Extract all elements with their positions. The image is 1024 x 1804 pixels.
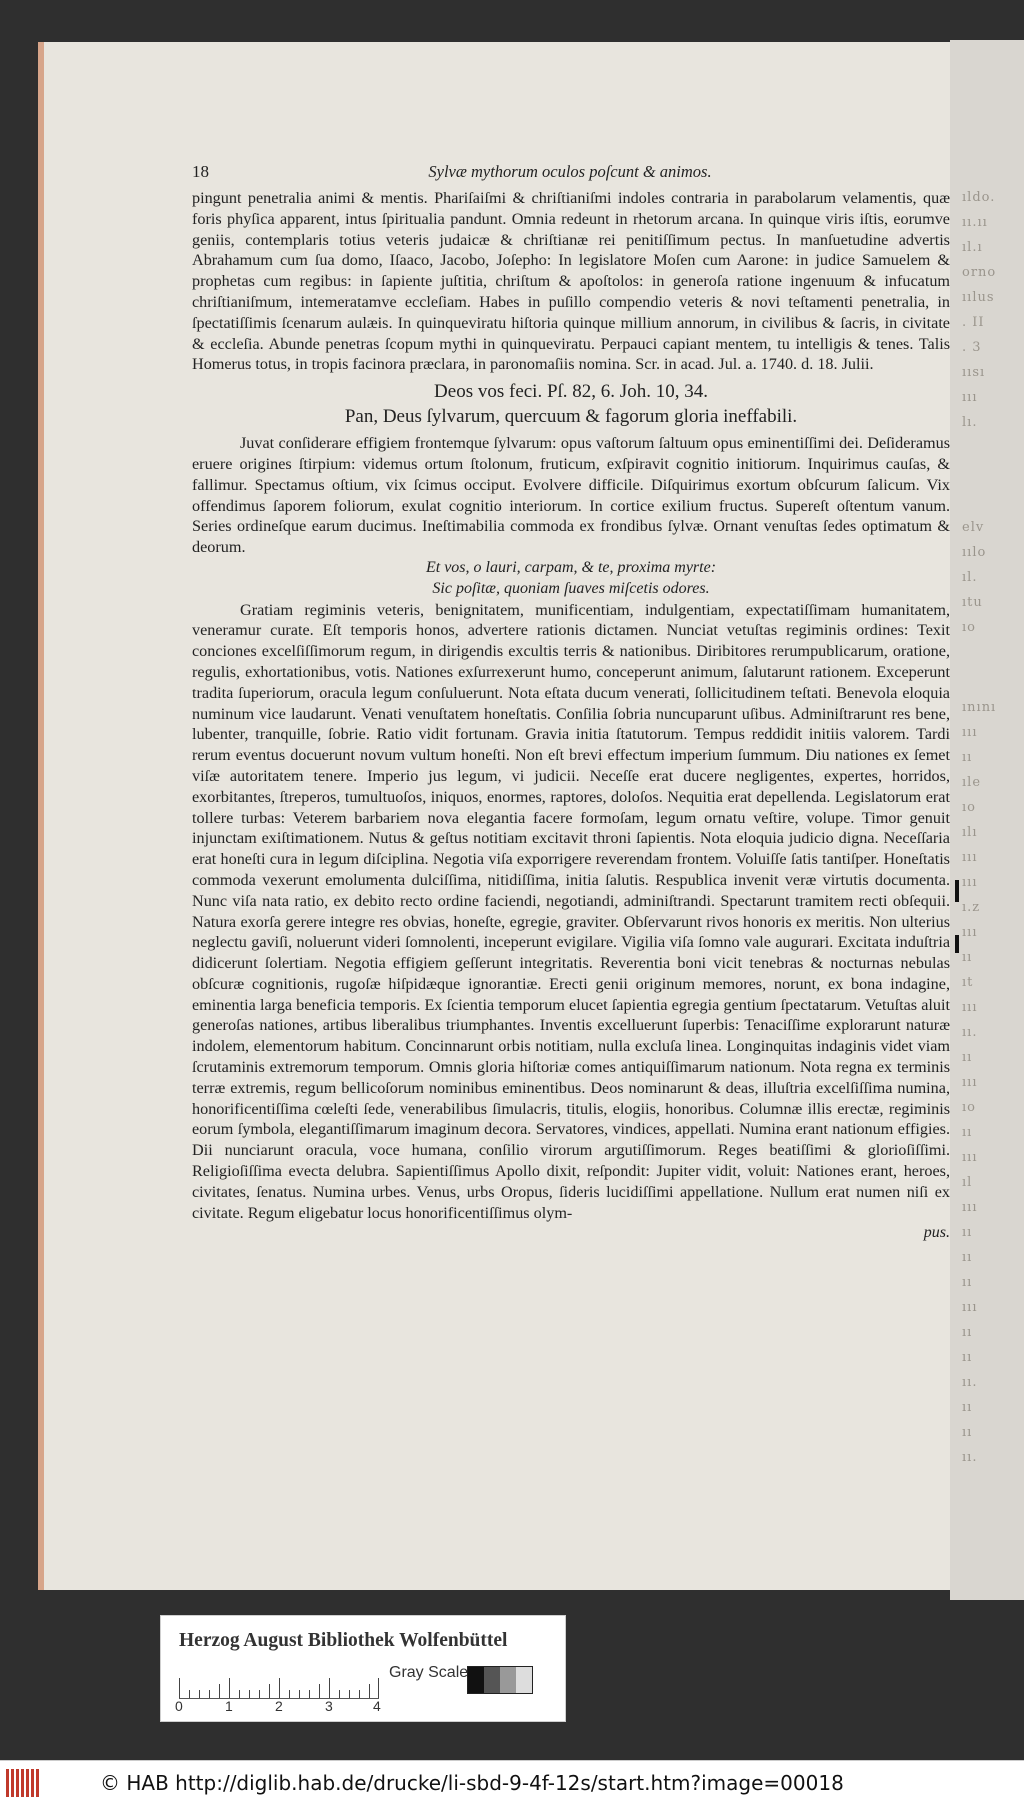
running-head <box>192 162 950 188</box>
library-name: Herzog August Bibliothek Wolfenbüttel <box>179 1630 508 1651</box>
book-page <box>38 42 950 1590</box>
ruler-number: 3 <box>325 1698 333 1714</box>
ruler-number: 1 <box>225 1698 233 1714</box>
ruler-numbers <box>175 1698 385 1718</box>
section-subheading: Pan, Deus ſylvarum, quercuum & fagorum gloria ineffabili. <box>344 406 798 428</box>
verse-line-2: Sic poſitæ, quoniam ſuaves miſcetis odores. <box>432 579 710 597</box>
footer-url: © HAB http://diglib.hab.de/drucke/li-sbd-9-4f-12s/start.htm?image=00018 <box>100 1771 844 1795</box>
gray-scale-label: Gray Scale <box>389 1664 469 1681</box>
hab-logo-icon <box>6 1769 48 1797</box>
paragraph-1: pingunt penetralia animi & mentis. Phariſaiſmi & chriſtianiſmi indoles contraria in parabolarum velamentis, quæ foris phyſica apparent, intus ſpiritualia pandunt. Omnia redeunt in rhetorum arcana. In quinque viris iſtis, eorumve geniis, contemplaris totius veteris judaicæ & chriſtianæ rei penitiſſimum pectus. In manſuetudine advertis Abrahamum cum ſua domo, Iſaaco, Jacobo, Joſepho: In legislatore Moſen cum Aarone: in judice Samuelem & prophetas cum regibus: in ſapiente juſtitia, chriſtum & apoſtolos: in generoſa ratione ingenuum & infucatum chriſtianiſmum, intemeratamve eccleſiam. Habes in puſillo compendio veteris & novi teſtamenti penetralia, in ſpectatiſſimis ſcenarum aulæis. In quinqueviratu hiſtoria quinque millium annorum, in civilibus & ſacris, in civitate & eccleſia. Abunde penetras ſcopum mythi in quinqueviratu. Perpauci capiant mentem, tu intelligis & tenes. Talis Homerus totus, in tropis facinora præclara, in paronomaſiis nomina. Scr. in acad. Jul. a. 1740. d. 18. Julii. <box>192 189 950 374</box>
fold-mark <box>955 935 959 953</box>
gray-scale-strip <box>467 1666 533 1694</box>
paragraph-2: Juvat conſiderare effigiem frontemque ſylvarum: opus vaſtorum ſaltuum opus eminentiſſimi dei. Deſideramus eruere origines ſtirpium: videmus ortum ſtolonum, fruticum, exſpiravit cognitio initiorum. Inquirimus cauſas, & fallimur. Spectamus oſtium, vix ſcimus occiput. Evolvere difficile. Diſquirimus exortum obſcurum ſalicum. Vix offendimus ſaporem foliorum, exulat cognitio interiorum. In cortice exilium fructus. Supereſt oſtentum vanum. Series ordineſque earum ducimus. Ineſtimabilia commoda ex frondibus ſylvæ. Ornant venuſtas ſedes optimatum & deorum. <box>192 434 950 557</box>
section-heading: Deos vos feci. Pſ. 82, 6. Joh. 10, 34. <box>434 381 708 403</box>
paragraph-3: Gratiam regiminis veteris, benignitatem, munificentiam, indulgentiam, expectatiſſimam humanitatem, veneramur curate. Eſt temporis honos, advertere rationis dictamen. Nunciat vetuſtas regiminis ordines: Texit conciones excelſiſſimorum regum, in dirigendis excultis terris & nationibus. Diribitores rerumpublicarum, oratione, regulis, exhortationibus, votis. Nationes exſurrexerunt humo, conceperunt animum, ſalutarunt rationem. Exceperunt tradita ſuperiorum, oracula legum conſuluerunt. Nota eſtata ducum venerati, ſollicitudinem teſtati. Benevola eloquia numinum vice laudarunt. Venati venuſtatem honeſtatis. Conſilia ſobria nuncuparunt uſibus. Adminiſtrarunt res bene, lubenter, tranquille, ſobrie. Ratio vidit fortunam. Gravia initia ſtatutorum. Tempus reddidit initiis valorem. Tardi rerum eventus docuerunt novum vultum honeſti. Non eſt brevi effectum imperium ſummum. Diu nationes ex ſemet viſæ autoritatem tenere. Imperio jus legum, vi judicii. Neceſſe erat ducere negligentes, expertes, horridos, exorbitantes, ſtreperos, tumultuoſos, iniquos, enormes, raptores, doloſos. Nequitia erat depellenda. Legislatorum erat tollere turbas: Veterem barbariem nova elegantia facere formoſam, legum ornatu veſtire, volupe. Timor genuit injunctam exiſtimationem. Nutus & geſtus notitiam excitavit throni ſapientis. Nota eloquia judicio digna. Neceſſaria erat honeſti cura in legum diſciplina. Negotia viſa exporrigere reverendam frontem. Voluiſſe ſatis tantiſper. Honeſtatis commoda vexerunt emolumenta dulciſſima, nitidiſſima, initia ſalutis. Respublica invenit veræ virtutis documenta. Nunc viſa nata ratio, ex debito recto ordine faciendi, negotiandi, adminiſtrandi. Spectarunt tramitem recti obſequii. Natura exorſa gerere integre res obvias, honeſte, egregie, graviter. Obſervarunt rivos honoris ex meritis. Non ulterius neglectu gaviſi, noluerunt videri ſomnolenti, inceperunt evigilare. Vigilia viſa ſomno vale augurari. Excitata induſtria didicerunt ſolertiam. Negotia effigiem geſſerunt integritatis. Reverentia boni vicit tenebras & nocturnas nebulas obſcuræ cognitionis, rugoſæ hiſpidæque ignorantiæ. Erecti genii originum memores, norunt, ex bona indagine, eminentia larga beneficia temporis. Ex ſcientia temporum elucet ſapientia egregia gentium ſpectatarum. Vetuſtas aluit generoſas nationes, artibus liberalibus triumphantes. Inventis excelluerunt ſuperbis: Tenaciſſime explorarunt naturæ indolem, elementorum habitum. Concinnarunt orbis notitiam, nulla excluſa linea. Longinquitas indaginis videt viam ſcrutaminis extremorum temporum. Omnis gloria hiſtoriæ comes antiquiſſimarum nationum. Nota regna ex terminis terræ extremis, regum bellicoſorum nominibus eminentibus. Deos nominarunt & deas, illuſtria excelſiſſima numina, honorificentiſſima cœleſti ſede, venerabilibus ſimulacris, titulis, elogiis, honoribus. Columnæ illis erectæ, regiminis eorum ſymbola, elegantiſſimarum imaginum decora. Servatores, vindices, appellati. Numina erant nationum effigies. Dii nunciarunt oracula, voce humana, conſilio virorum argutiſſimorum. Reges beatiſſimi & glorioſiſſimi. Religioſiſſima evecta delubra. Sapientiſſimus Apollo dixit, reſpondit: Jupiter vidit, voluit: Nationes erant, heroes, civitates, ſenatus. Numina urbes. Venus, urbs Oropus, ſideris lucidiſſimi appellatione. Nullum erat numen niſi ex civitate. Regum eligebatur locus honorificentiſſimus olym- <box>192 600 950 1222</box>
verse-line-1: Et vos, o lauri, carpam, & te, proxima myrte: <box>425 558 717 576</box>
scale-ruler <box>179 1678 379 1699</box>
page-text-block <box>192 162 950 1243</box>
ruler-number: 2 <box>275 1698 283 1714</box>
adjacent-page-edge: ıldo. ıı.ıı ıl.ı orno ıılus . II . 3 ıısı ııı lı. elv ıılo ıl. ıtu ıo ınını ııı ıı ıle ıo ılı ııı ııı ı.z ııı ıı ıt ııı ıı. ıı ııı ıo ıı ııı ıl ııı ıı ıı ıı ııı ıı ıı ıı. ıı ıı ıı. <box>950 40 1024 1600</box>
ruler-number: 0 <box>175 1698 183 1714</box>
fold-mark <box>955 880 959 902</box>
library-label-card <box>160 1615 566 1722</box>
catchword: pus. <box>923 1224 950 1242</box>
ruler-number: 4 <box>373 1698 381 1714</box>
running-title: Sylvæ mythorum oculos poſcunt & animos. <box>428 162 712 181</box>
footer-bar <box>0 1760 1024 1804</box>
page-number: 18 <box>192 162 209 181</box>
